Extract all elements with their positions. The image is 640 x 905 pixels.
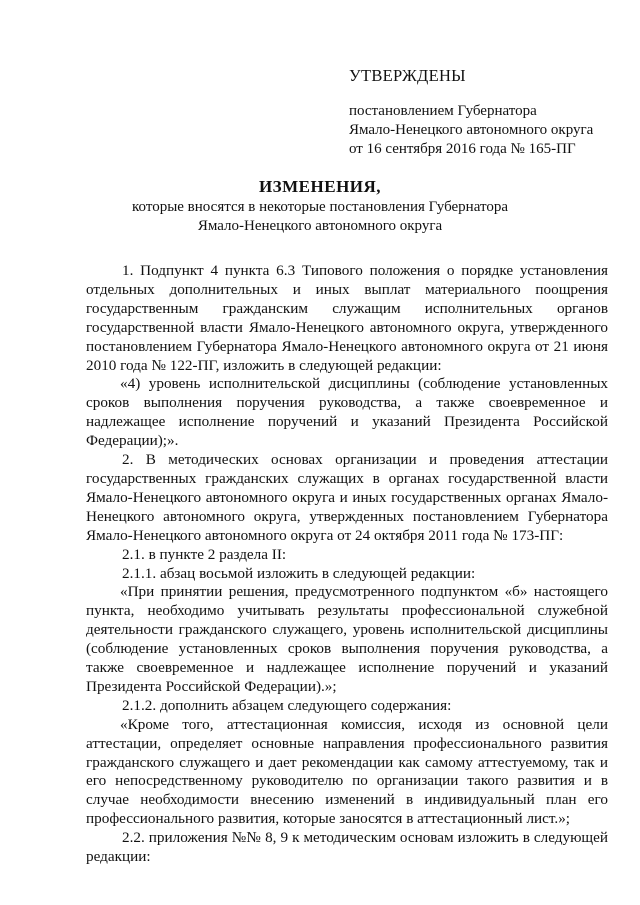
approval-line: от 16 сентября 2016 года № 165-ПГ [349,141,576,157]
paragraph-quote-2: «При принятии решения, предусмотренного подпунктом «б» настоящего пункта, необходимо учитывать результаты профессиональной служебной деятельности гражданского служащего, уровень исполнительской дисциплины (соблюдение установленных сроков выполнения поручения руководства, а также своевременное и надлежащее исполнение поручений и указаний Президента Российской Федерации).»; [86,583,608,695]
paragraph-quote-3: «Кроме того, аттестационная комиссия, исходя из основной цели аттестации, определяет основные направления профессионального развития гражданского служащего и дает рекомендации как самому аттестуемому, так и его непосредственному руководителю по организации такого развития и в случае необходимости внесению изменений в индивидуальный план его профессионального развития, которые заносятся в аттестационный лист.»; [86,715,608,828]
paragraph-item-2-2: 2.2. приложения №№ 8, 9 к методическим основам изложить в следующей редакции: [86,829,608,866]
approval-heading: УТВЕРЖДЕНЫ [349,66,466,85]
approval-line: Ямало-Ненецкого автономного округа [349,122,594,138]
paragraph-item-2-1-2: 2.1.2. дополнить абзацем следующего содержания: [122,696,452,714]
paragraph-item-2-1: 2.1. в пункте 2 раздела II: [122,545,287,563]
document-subtitle: Ямало-Ненецкого автономного округа [197,218,443,234]
paragraph-quote-1: «4) уровень исполнительской дисциплины (соблюдение установленных сроков выполнения поручения руководства, а также своевременное и надлежащее исполнение поручений и указаний Президента Российской Федерации);». [86,375,608,450]
approval-line: постановлением Губернатора [349,103,537,119]
paragraph-item-2-1-1: 2.1.1. абзац восьмой изложить в следующей редакции: [122,564,476,582]
document-subtitle: которые вносятся в некоторые постановления Губернатора [132,199,508,215]
paragraph-item-1: 1. Подпункт 4 пункта 6.3 Типового положения о порядке установления отдельных дополнительных и иных выплат материального поощрения государственным гражданским служащим исполнительных органов государственной власти Ямало-Ненецкого автономного округа, утвержденного постановлением Губернатора Ямало-Ненецкого автономного округа от 21 июня 2010 года № 122-ПГ, изложить в следующей редакции: [86,262,608,374]
approval-stamp [349,66,619,159]
document-title-block [80,176,560,236]
document-body [86,262,608,867]
document-title: ИЗМЕНЕНИЯ, [258,177,382,196]
paragraph-item-2: 2. В методических основах организации и проведения аттестации государственных гражданских служащих в органах государственной власти Ямало-Ненецкого автономного округа и иных государственных органах Ямало-Ненецкого автономного округа, утвержденных постановлением Губернатора Ямало-Ненецкого автономного округа от 24 октября 2011 года № 173-ПГ: [86,451,608,544]
